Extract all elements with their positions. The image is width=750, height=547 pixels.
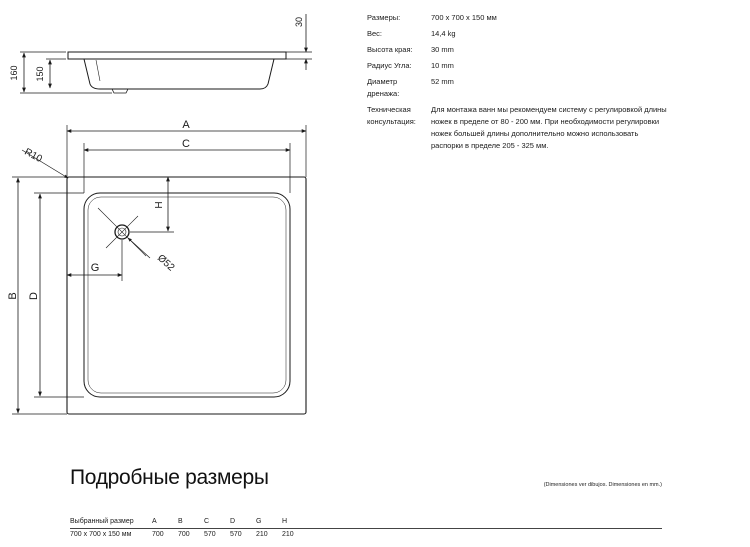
table-header-cell: B <box>178 518 183 525</box>
label-a: A <box>182 119 190 131</box>
table-cell: 570 <box>204 531 216 538</box>
spec-row <box>367 44 667 56</box>
technical-drawing <box>0 0 360 430</box>
spec-row <box>367 76 667 100</box>
spec-value: Для монтажа ванн мы рекомендуем систему с регулировкой длины ножек в пределе от 80 - 200 мм. При необходимости регулировки ножек большей длины дополнительно можно использовать распорки в пределе 205 - 325 мм. <box>431 105 667 150</box>
table-header-cell: Выбранный размер <box>70 518 134 525</box>
spec-value: 30 mm <box>431 45 454 54</box>
spec-label: Размеры: <box>367 13 401 22</box>
label-side-depth: 150 <box>35 66 45 82</box>
dimension-lines <box>12 125 306 414</box>
table-cell: 210 <box>256 531 268 538</box>
top-view <box>67 177 306 414</box>
spec-label: Высота края: <box>367 45 413 54</box>
spec-value: 52 mm <box>431 77 454 86</box>
table-header-cell: C <box>204 518 210 525</box>
label-drain: Ø52 <box>154 252 177 274</box>
table-header-cell: H <box>282 518 288 525</box>
table-cell: 700 <box>152 531 164 538</box>
table-row <box>70 529 662 541</box>
label-side-rim: 30 <box>294 16 304 28</box>
label-g: G <box>90 262 100 274</box>
table-header-row <box>70 516 662 529</box>
spec-value: 14,4 kg <box>431 29 456 38</box>
spec-label: Техническая консультация: <box>367 105 416 126</box>
table-header-cell: D <box>230 518 236 525</box>
spec-label: Диаметр дренажа: <box>367 77 400 98</box>
spec-label: Вес: <box>367 29 383 38</box>
dimensions-note: (Dimensiones ver dibujos. Dimensiones en mm.) <box>543 482 662 488</box>
section-title: Подробные размеры <box>70 466 269 489</box>
label-b: B <box>7 292 19 300</box>
dimensions-table <box>70 516 662 541</box>
table-cell: 700 x 700 x 150 мм <box>70 531 132 538</box>
label-radius: R10 <box>22 146 44 165</box>
spec-row <box>367 60 667 72</box>
table-cell: 570 <box>230 531 242 538</box>
spec-value: 700 x 700 x 150 мм <box>431 13 497 22</box>
table-header-cell: A <box>152 518 157 525</box>
spec-row <box>367 28 667 40</box>
table-cell: 210 <box>282 531 294 538</box>
table-cell: 700 <box>178 531 190 538</box>
label-side-total: 160 <box>9 65 19 81</box>
side-profile-view <box>20 14 312 93</box>
specs-list <box>367 12 667 156</box>
label-d: D <box>28 292 40 300</box>
spec-row <box>367 12 667 24</box>
table-header-cell: G <box>256 518 262 525</box>
label-h: H <box>154 201 165 209</box>
spec-value: 10 mm <box>431 61 454 70</box>
spec-label: Радиус Угла: <box>367 61 412 70</box>
label-c: C <box>182 138 190 150</box>
spec-row <box>367 104 667 152</box>
